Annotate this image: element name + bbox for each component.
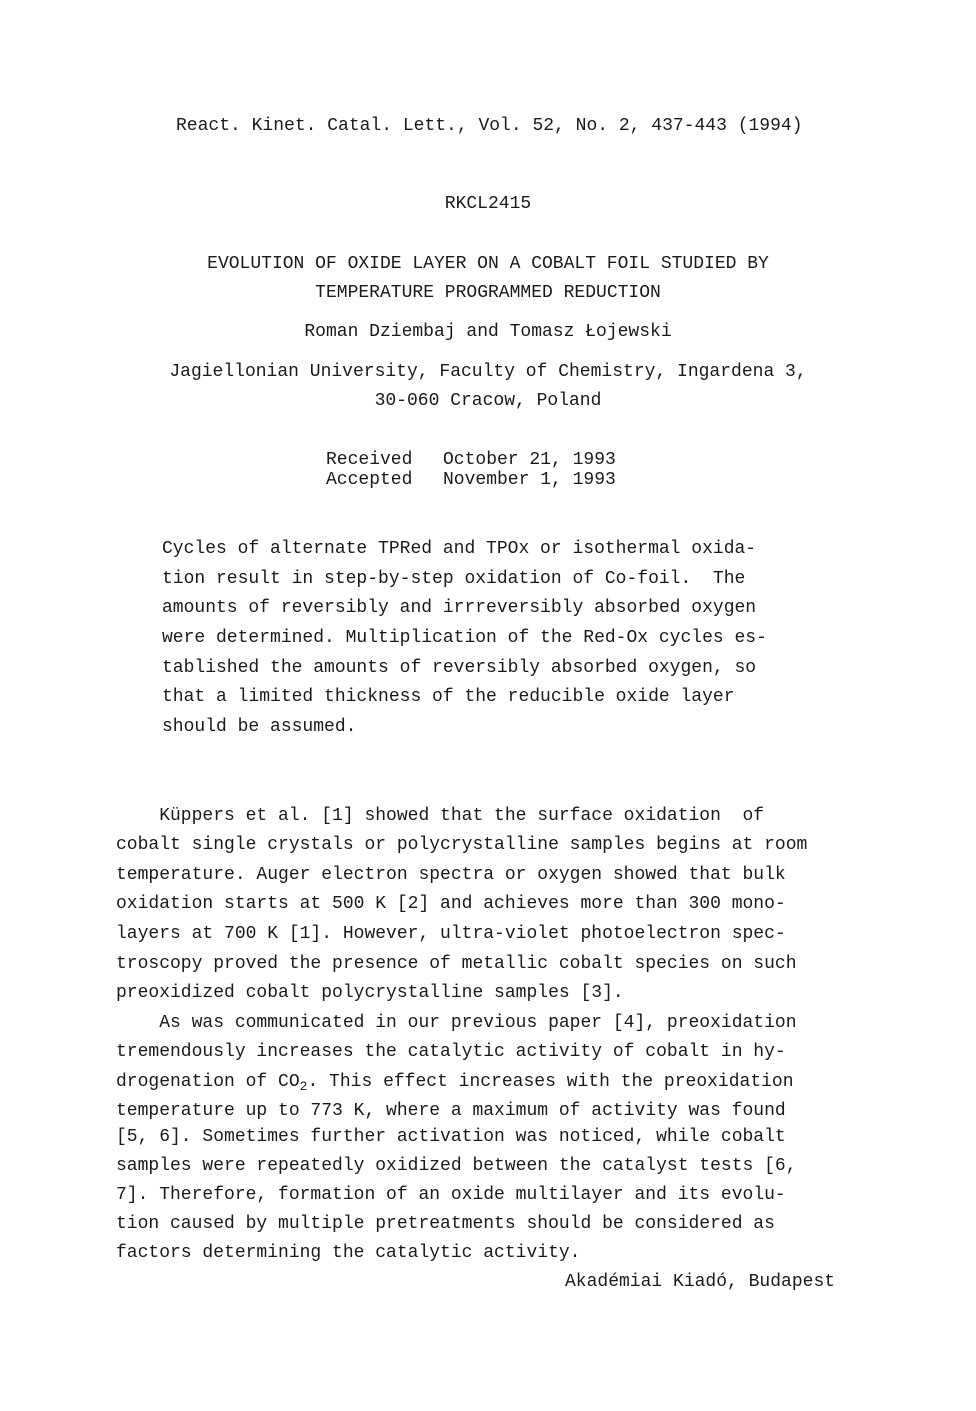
journal-reference: React. Kinet. Catal. Lett., Vol. 52, No. 2, 437-443 (1994) [176, 116, 803, 136]
body-line: As was communicated in our previous paper [4], preoxidation [116, 1013, 797, 1033]
abstract-line: should be assumed. [162, 717, 357, 737]
body-line: 7]. Therefore, formation of an oxide multilayer and its evolu- [116, 1185, 786, 1205]
body-line: temperature. Auger electron spectra or oxygen showed that bulk [116, 865, 786, 885]
co2-text-before: drogenation of CO [116, 1072, 300, 1092]
body-line-co2 [116, 1072, 794, 1092]
body-line: oxidation starts at 500 K [2] and achieves more than 300 mono- [116, 894, 786, 914]
body-line: tion caused by multiple pretreatments should be considered as [116, 1214, 775, 1234]
abstract-line: tablished the amounts of reversibly absorbed oxygen, so [162, 658, 757, 678]
body-line: samples were repeatedly oxidized between the catalyst tests [6, [116, 1156, 797, 1176]
body-line: temperature up to 773 K, where a maximum of activity was found [116, 1101, 786, 1121]
title-line: EVOLUTION OF OXIDE LAYER ON A COBALT FOIL STUDIED BY [207, 254, 769, 274]
abstract-line: were determined. Multiplication of the Red-Ox cycles es- [162, 628, 767, 648]
affiliation-line: 30-060 Cracow, Poland [374, 391, 602, 411]
co2-subscript: 2 [299, 1079, 308, 1094]
received-date: October 21, 1993 [443, 450, 616, 470]
title-line: TEMPERATURE PROGRAMMED REDUCTION [315, 283, 661, 303]
body-line: cobalt single crystals or polycrystalline samples begins at room [116, 835, 808, 855]
received-label: Received [326, 450, 413, 470]
body-line: layers at 700 K [1]. However, ultra-violet photoelectron spec- [116, 924, 786, 944]
authors: Roman Dziembaj and Tomasz Łojewski [304, 322, 672, 342]
abstract-line: amounts of reversibly and irrreversibly absorbed oxygen [162, 598, 757, 618]
body-line: troscopy proved the presence of metallic cobalt species on such [116, 954, 797, 974]
accepted-label: Accepted [326, 470, 413, 490]
abstract-line: that a limited thickness of the reducible oxide layer [162, 687, 735, 707]
accepted-date: November 1, 1993 [443, 470, 616, 490]
body-line: factors determining the catalytic activity. [116, 1243, 581, 1263]
body-line: Küppers et al. [1] showed that the surface oxidation of [116, 806, 765, 826]
body-line: preoxidized cobalt polycrystalline samples [3]. [116, 983, 624, 1003]
co2-text-after: . This effect increases with the preoxidation [307, 1072, 794, 1092]
abstract-line: Cycles of alternate TPRed and TPOx or isothermal oxida- [162, 539, 757, 559]
abstract-line: tion result in step-by-step oxidation of Co-foil. The [162, 569, 746, 589]
article-code: RKCL2415 [444, 194, 532, 214]
affiliation-line: Jagiellonian University, Faculty of Chemistry, Ingardena 3, [169, 362, 807, 382]
publisher: Akadémiai Kiadó, Budapest [565, 1272, 836, 1292]
body-line: [5, 6]. Sometimes further activation was noticed, while cobalt [116, 1127, 786, 1147]
body-line: tremendously increases the catalytic activity of cobalt in hy- [116, 1042, 786, 1062]
